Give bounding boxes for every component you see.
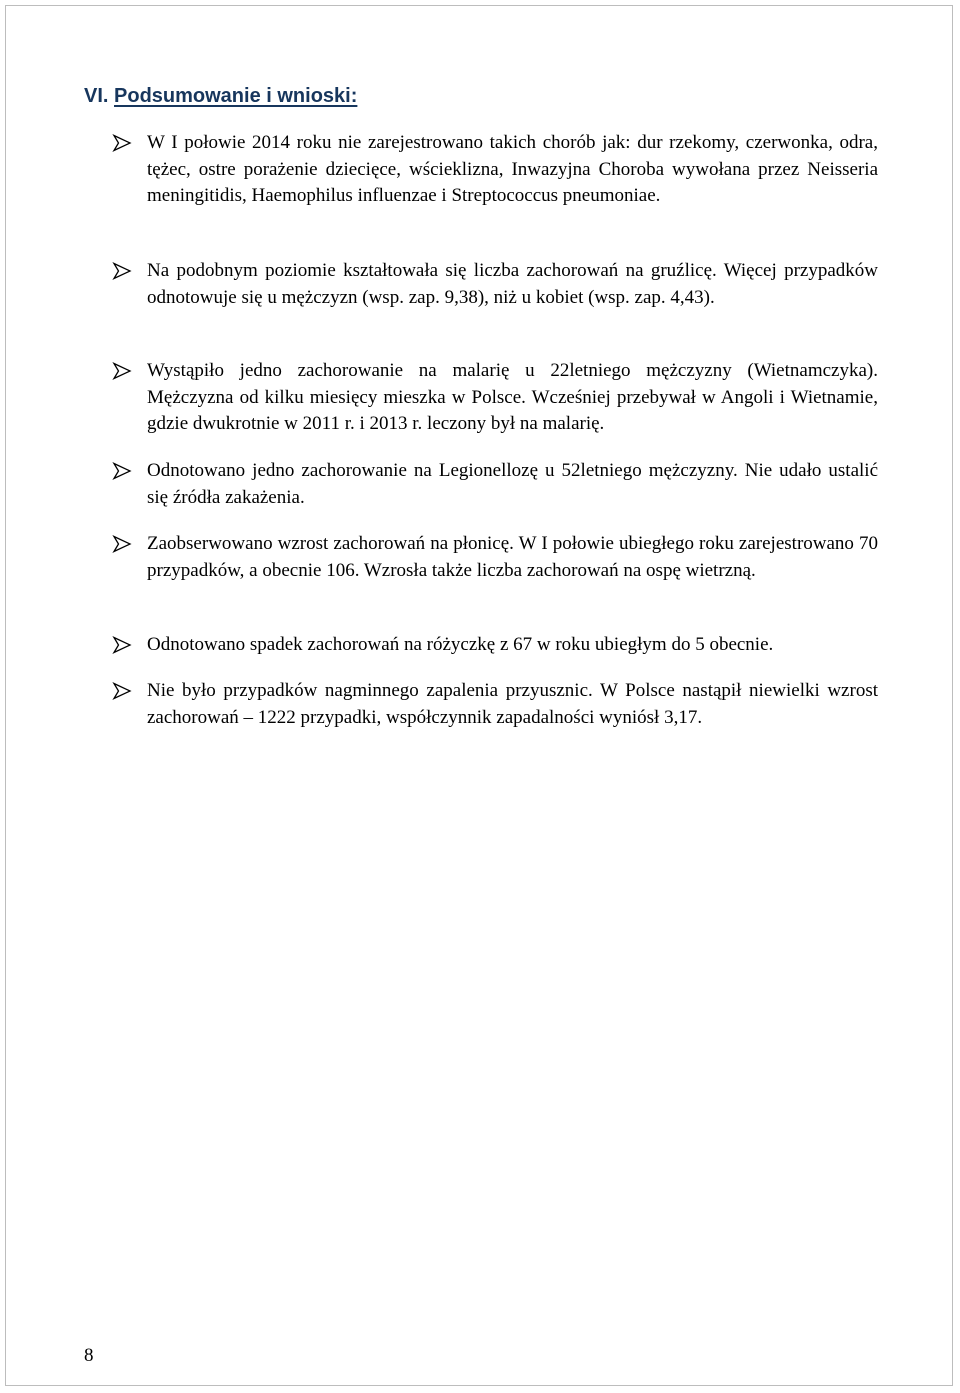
arrowhead-bullet-icon (112, 535, 132, 553)
bullet-text: Odnotowano spadek zachorowań na różyczkę z 67 w roku ubiegłym do 5 obecnie. (147, 634, 774, 655)
arrowhead-bullet-icon (112, 462, 132, 480)
section-heading (84, 84, 357, 108)
arrowhead-bullet-icon (112, 362, 132, 380)
bullet-text: Nie było przypadków nagminnego zapalenia przyusznic. W Polsce nastąpił niewielki wzrost zachorowań – 1222 przypadki, współczynnik zapadalności wyniósł 3,17. (147, 680, 878, 728)
bullet-item-5 (112, 531, 878, 584)
bullet-text: Wystąpiło jedno zachorowanie na malarię u 22letniego mężczyzny (Wietnamczyka). Mężczyzna od kilku miesięcy mieszka w Polsce. Wcześniej przebywał w Angoli i Wietnamie, gdzie dwukrotnie w 2011 r. i 2013 r. leczony był na malarię. (147, 360, 878, 434)
bullet-item-3 (112, 358, 878, 438)
arrowhead-bullet-icon (112, 682, 132, 700)
bullet-text: Na podobnym poziomie kształtowała się liczba zachorowań na gruźlicę. Więcej przypadków odnotowuje się u mężczyzn (wsp. zap. 9,38), niż u kobiet (wsp. zap. 4,43). (147, 260, 878, 308)
page-number: 8 (84, 1345, 94, 1366)
bullet-item-4 (112, 458, 878, 511)
section-title: Podsumowanie i wnioski: (114, 85, 358, 107)
arrowhead-bullet-icon (112, 262, 132, 280)
bullet-item-7 (112, 678, 878, 731)
bullet-item-2 (112, 258, 878, 311)
arrowhead-bullet-icon (112, 134, 132, 152)
section-number: VI. (84, 85, 109, 107)
arrowhead-bullet-icon (112, 636, 132, 654)
bullet-text: W I połowie 2014 roku nie zarejestrowano takich chorób jak: dur rzekomy, czerwonka, odra, tężec, ostre porażenie dziecięce, wścieklizna, Inwazyjna Choroba wywołana przez Neisseria meningitidis, Haemophilus influenzae i Streptococcus pneumoniae. (147, 132, 878, 206)
bullet-item-1 (112, 130, 878, 210)
bullet-text: Zaobserwowano wzrost zachorowań na płonicę. W I połowie ubiegłego roku zarejestrowano 70 przypadków, a obecnie 106. Wzrosła także liczba zachorowań na ospę wietrzną. (147, 533, 878, 581)
bullet-text: Odnotowano jedno zachorowanie na Legionellozę u 52letniego mężczyzny. Nie udało ustalić się źródła zakażenia. (147, 460, 878, 508)
bullet-item-6 (112, 632, 878, 659)
